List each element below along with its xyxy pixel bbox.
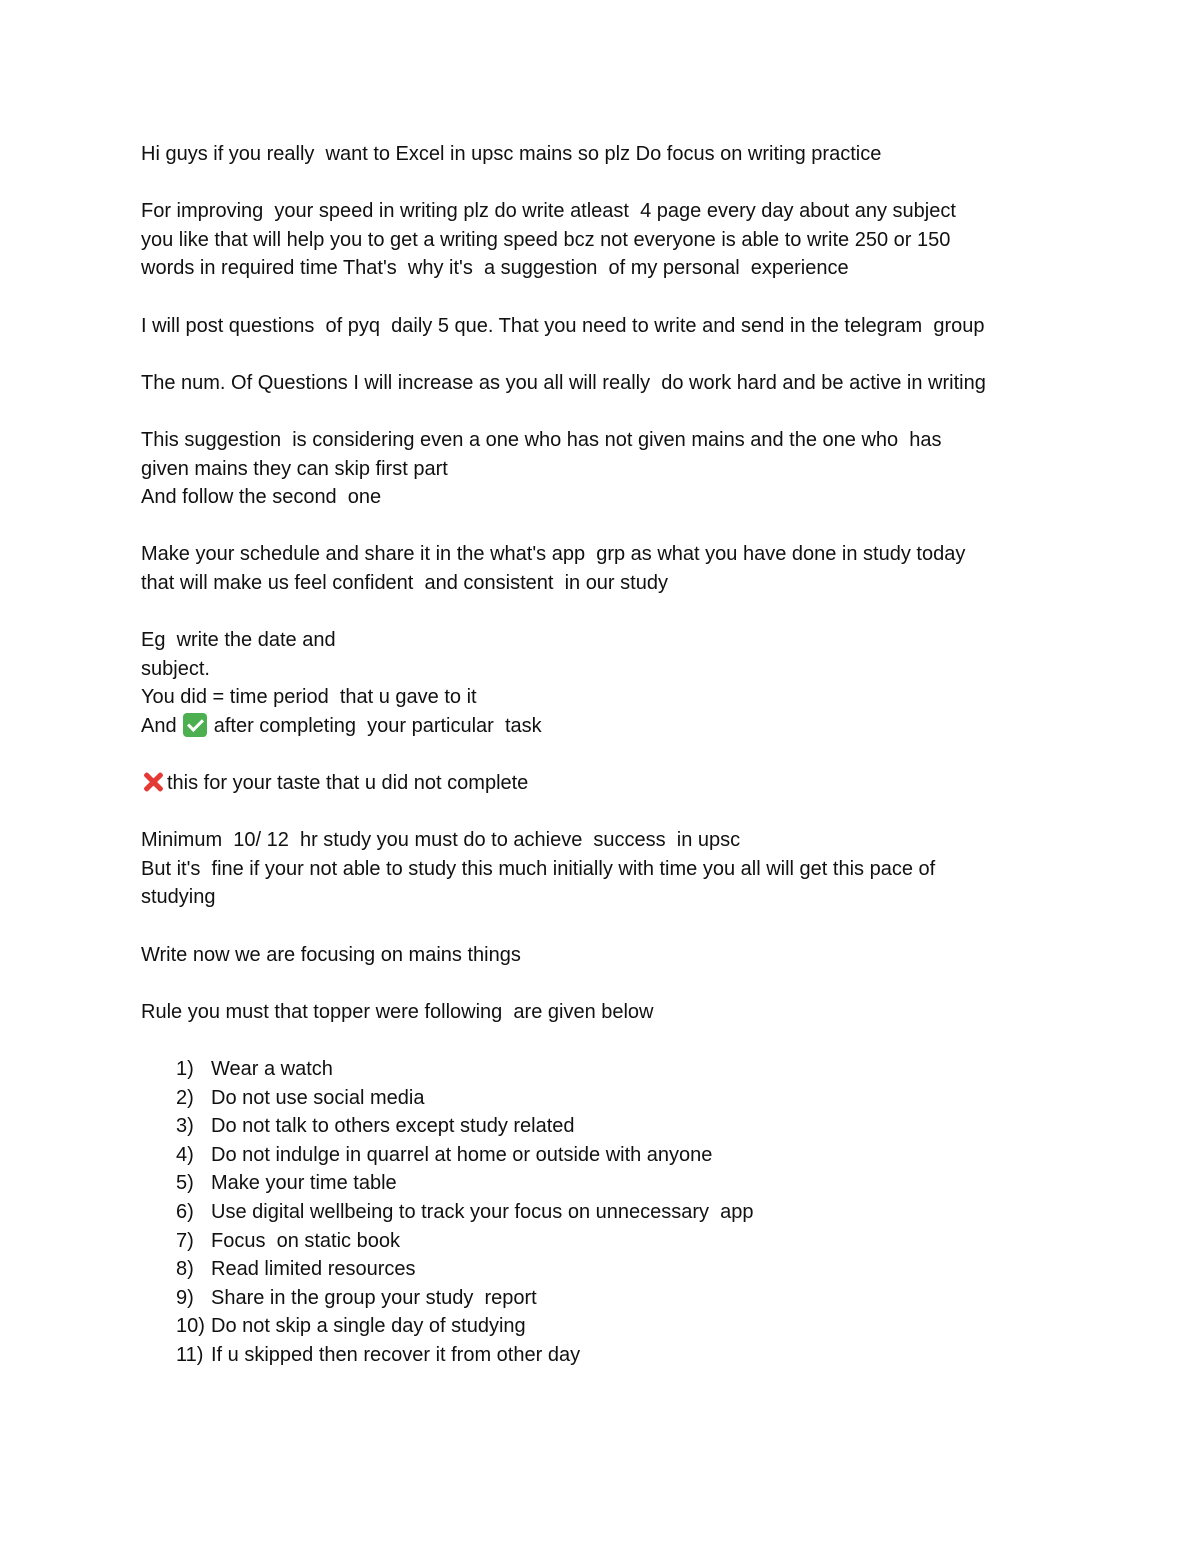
paragraph-gap [141,340,1141,369]
list-text: Do not talk to others except study related [211,1115,575,1138]
list-number: 9) [176,1286,194,1309]
list-number: 4) [176,1143,194,1166]
text-line [141,712,1141,741]
list-number: 8) [176,1258,194,1281]
list-item [176,1055,1141,1084]
text-line: subject. [141,657,210,680]
list-text: Wear a watch [211,1058,333,1080]
paragraph-gap [141,169,1141,198]
check-mark-icon [183,713,207,737]
list-number: 7) [176,1229,194,1252]
cross-mark-icon [141,770,165,794]
document-page [141,140,1141,1370]
text-fragment: after completing your particular task [208,714,542,737]
list-number: 10) [176,1315,205,1338]
list-text: Read limited resources [211,1258,416,1281]
text-line: For improving your speed in writing plz do write atleast 4 page every day about any subject [141,200,956,223]
paragraph-gap [141,397,1141,426]
list-number: 3) [176,1115,194,1138]
list-item [176,1084,1141,1113]
text-line: And follow the second one [141,486,382,509]
list-text: Use digital wellbeing to track your focus on unnecessary app [211,1200,754,1223]
incomplete-paragraph [141,769,1141,798]
list-text: Do not indulge in quarrel at home or outside with anyone [211,1143,713,1166]
text-fragment: this for your taste that u did not complete [167,772,529,795]
paragraph-gap [141,740,1141,769]
list-number: 1) [176,1058,194,1080]
text-line: Eg write the date and [141,629,336,652]
study-hours-paragraph [141,826,1141,912]
paragraph-gap [141,512,1141,541]
list-text: If u skipped then recover it from other day [211,1343,581,1366]
text-line: given mains they can skip first part [141,457,448,480]
list-number: 2) [176,1086,194,1109]
text-line: This suggestion is considering even a one who has not given mains and the one who has [141,428,942,451]
questions-paragraph: I will post questions of pyq daily 5 que. That you need to write and send in the telegram group [141,314,985,337]
list-item [176,1255,1141,1284]
list-item [176,1284,1141,1313]
rules-intro: Rule you must that topper were following are given below [141,1000,654,1023]
list-text: Share in the group your study report [211,1286,537,1309]
text-line: Make your schedule and share it in the what's app grp as what you have done in study today [141,543,966,566]
text-line: studying [141,886,216,909]
list-item [176,1227,1141,1256]
list-text: Make your time table [211,1172,397,1195]
text-line: words in required time That's why it's a suggestion of my personal experience [141,257,849,280]
paragraph-gap [141,1026,1141,1055]
focus-paragraph: Write now we are focusing on mains things [141,943,521,966]
list-text: Do not use social media [211,1086,425,1109]
text-line: You did = time period that u gave to it [141,686,477,709]
paragraph-gap [141,598,1141,627]
text-line: that will make us feel confident and consistent in our study [141,571,668,594]
list-item [176,1169,1141,1198]
list-item [176,1198,1141,1227]
paragraph-gap [141,798,1141,827]
example-paragraph [141,626,1141,740]
list-number: 6) [176,1200,194,1223]
suggestion-paragraph [141,426,1141,512]
intro-paragraph: Hi guys if you really want to Excel in upsc mains so plz Do focus on writing practice [141,143,882,165]
text-line: Minimum 10/ 12 hr study you must do to achieve success in upsc [141,829,741,852]
rules-list [176,1055,1141,1370]
writing-speed-paragraph [141,197,1141,283]
paragraph-gap [141,969,1141,998]
text-fragment: And [141,714,183,737]
list-number: 11) [176,1343,204,1366]
list-number: 5) [176,1172,194,1195]
list-item [176,1112,1141,1141]
list-item [176,1341,1141,1370]
list-text: Do not skip a single day of studying [211,1315,526,1338]
schedule-paragraph [141,540,1141,597]
list-item [176,1312,1141,1341]
list-text: Focus on static book [211,1229,400,1252]
text-line: you like that will help you to get a writing speed bcz not everyone is able to write 250 or 150 [141,228,951,251]
paragraph-gap [141,283,1141,312]
increase-paragraph: The num. Of Questions I will increase as you all will really do work hard and be active in writing [141,371,986,394]
text-line: But it's fine if your not able to study this much initially with time you all will get this pace of [141,857,936,880]
list-item [176,1141,1141,1170]
paragraph-gap [141,912,1141,941]
